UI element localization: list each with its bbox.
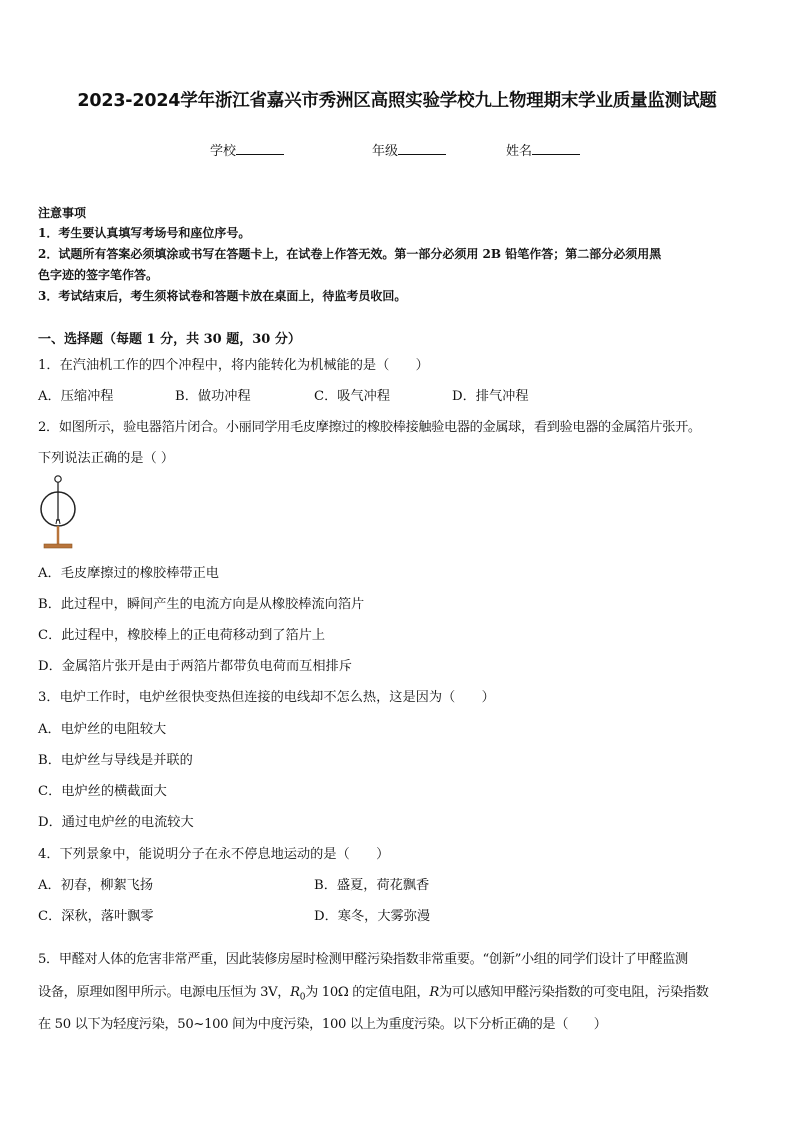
question-4-option-c: C．深秋，落叶飘零 xyxy=(38,909,154,924)
question-3-option-a: A．电炉丝的电阻较大 xyxy=(38,722,167,737)
question-1-option-c: C．吸气冲程 xyxy=(314,389,391,404)
question-3-stem: 3．电炉工作时，电炉丝很快变热但连接的电线却不怎么热，这是因为（ ） xyxy=(38,690,495,705)
grade-label: 年级 xyxy=(372,144,399,159)
name-blank xyxy=(532,142,580,155)
question-4-option-d: D．寒冬，大雾弥漫 xyxy=(314,909,431,924)
question-1-stem: 1．在汽油机工作的四个冲程中，将内能转化为机械能的是（ ） xyxy=(38,358,429,373)
grade-blank xyxy=(398,142,446,155)
school-blank xyxy=(236,142,284,155)
metal-ball xyxy=(55,476,61,482)
question-4-stem: 4．下列景象中，能说明分子在永不停息地运动的是（ ） xyxy=(38,847,390,862)
question-3-option-d: D．通过电炉丝的电流较大 xyxy=(38,815,194,830)
notice-item: 2．试题所有答案必须填涂或书写在答题卡上，在试卷上作答无效。第一部分必须用 2B 铅笔作答；第二部分必须用黑 xyxy=(38,247,662,261)
question-5-text: 设备，原理如图甲所示。电源电压恒为 3V， xyxy=(38,985,291,1000)
question-2-stem-cont: 下列说法正确的是（ ） xyxy=(38,451,175,466)
question-1-option-a: A．压缩冲程 xyxy=(38,389,114,404)
question-3-option-b: B．电炉丝与导线是并联的 xyxy=(38,753,193,768)
question-2-option-a: A．毛皮摩擦过的橡胶棒带正电 xyxy=(38,566,219,581)
school-field xyxy=(210,140,284,159)
question-2-option-c: C．此过程中，橡胶棒上的正电荷移动到了箔片上 xyxy=(38,628,326,643)
r-symbol: R xyxy=(429,985,439,1000)
question-2-option-d: D．金属箔片张开是由于两箔片都带负电荷而互相排斥 xyxy=(38,659,352,674)
electroscope-figure xyxy=(36,473,82,551)
question-2-option-b: B．此过程中，瞬间产生的电流方向是从橡胶棒流向箔片 xyxy=(38,597,365,612)
r0-subscript: 0 xyxy=(299,992,306,1003)
question-5-text: 为 10Ω 的定值电阻， xyxy=(305,985,430,1000)
question-5-text: 为可以感知甲醛污染指数的可变电阻，污染指数 xyxy=(438,985,709,1000)
school-label: 学校 xyxy=(210,144,237,159)
question-5-line-3: 在 50 以下为轻度污染，50~100 间为中度污染，100 以上为重度污染。以下分析正确的是（ ） xyxy=(38,1017,607,1032)
page-title: 2023-2024学年浙江省嘉兴市秀洲区高照实验学校九上物理期末学业质量监测试题 xyxy=(77,91,717,111)
question-4-option-b: B．盛夏，荷花飘香 xyxy=(314,878,430,893)
stand-base xyxy=(44,544,72,548)
question-5-line-1: 5．甲醛对人体的危害非常严重，因此装修房屋时检测甲醛污染指数非常重要。“创新”小组的同学们设计了甲醛监测 xyxy=(38,952,688,967)
notice-item: 1．考生要认真填写考场号和座位序号。 xyxy=(38,226,251,240)
question-1-option-b: B．做功冲程 xyxy=(175,389,251,404)
question-3-option-c: C．电炉丝的横截面大 xyxy=(38,784,167,799)
notice-item: 3．考试结束后，考生须将试卷和答题卡放在桌面上，待监考员收回。 xyxy=(38,289,407,303)
question-1-option-d: D．排气冲程 xyxy=(452,389,529,404)
question-2-stem: 2．如图所示，验电器箔片闭合。小丽同学用毛皮摩擦过的橡胶棒接触验电器的金属球，看到验电器的金属箔片张开。 xyxy=(38,420,701,435)
grade-field xyxy=(372,140,446,159)
r0-symbol: R xyxy=(290,985,300,1000)
name-field xyxy=(506,140,580,159)
question-5-line-2 xyxy=(38,981,709,1003)
name-label: 姓名 xyxy=(506,144,533,159)
notice-item: 色字迹的签字笔作答。 xyxy=(38,268,159,282)
question-4-option-a: A．初春，柳絮飞扬 xyxy=(38,878,154,893)
section-heading: 一、选择题（每题 1 分，共 30 题，30 分） xyxy=(38,332,301,347)
notice-heading: 注意事项 xyxy=(38,206,87,220)
